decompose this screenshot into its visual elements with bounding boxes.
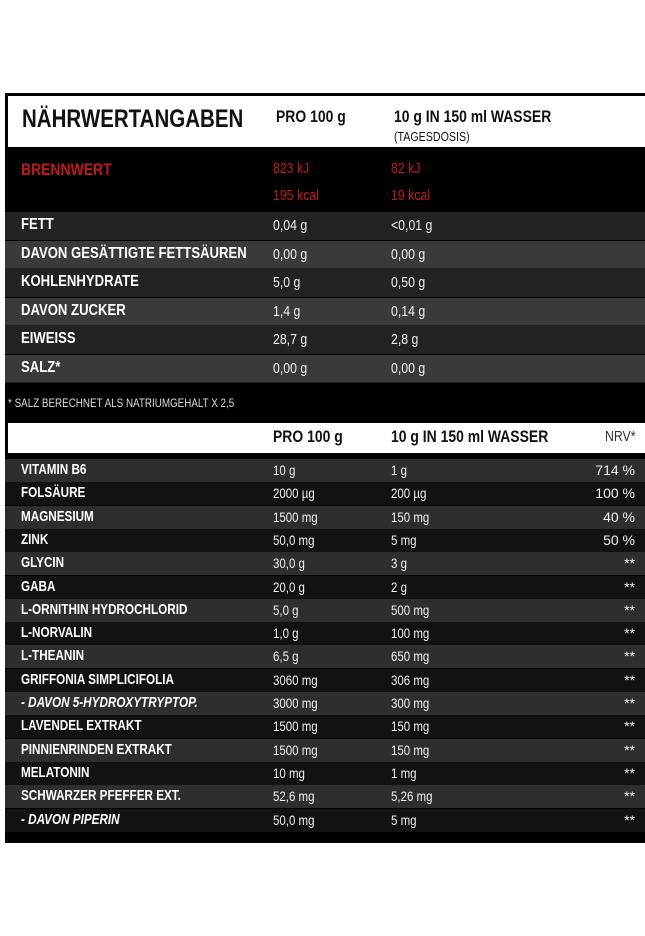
nutrition-header: [5, 93, 645, 147]
ingredient-per100: 1500 mg: [273, 508, 318, 525]
nutrient-dose: 0,14 g: [391, 302, 426, 320]
ingredient-per100: 1,0 g: [273, 625, 299, 642]
ingredient-name: - DAVON 5-HYDROXYTRYPTOP.: [21, 694, 198, 711]
nutrient-row: [5, 355, 645, 383]
ingredient-per100: 20,0 g: [273, 578, 305, 595]
ingredient-per100: 50,0 mg: [273, 531, 315, 548]
ingredient-name: L-ORNITHIN HYDROCHLORID: [21, 600, 188, 618]
nutrient-row: [5, 241, 645, 269]
ingredient-per100: 1500 mg: [273, 741, 318, 758]
ingredient-dose: 300 mg: [391, 695, 430, 711]
nutrient-name: DAVON ZUCKER: [21, 301, 126, 319]
ingredient-nrv: **: [624, 695, 635, 711]
nutrient-per100: 0,00 g: [273, 245, 308, 263]
nutrient-dose: 0,00 g: [391, 245, 426, 263]
nutrient-name: FETT: [21, 216, 54, 233]
ingredient-row: [5, 506, 645, 529]
ingredient-name: LAVENDEL EXTRAKT: [21, 717, 142, 735]
nutrient-per100: 5,0 g: [273, 274, 301, 291]
ingredient-name: L-NORVALIN: [21, 624, 93, 642]
ingredient-name: GRIFFONIA SIMPLICIFOLIA: [21, 670, 174, 688]
header2-per100: PRO 100 g: [273, 427, 343, 446]
ingredient-dose: 306 mg: [391, 671, 430, 688]
ingredient-name: MELATONIN: [21, 763, 90, 781]
ingredient-per100: 3060 mg: [273, 671, 318, 688]
ingredient-per100: 2000 µg: [273, 485, 315, 502]
ingredient-per100: 30,0 g: [273, 555, 305, 572]
nutrient-row: [5, 212, 645, 240]
ingredient-dose: 1 g: [391, 462, 407, 478]
ingredient-per100: 6,5 g: [273, 648, 299, 665]
ingredient-nrv: **: [624, 578, 635, 595]
energy-dose-kj: 82 kJ: [391, 160, 421, 177]
ingredient-per100: 1500 mg: [273, 718, 318, 735]
nutrient-dose: 0,50 g: [391, 274, 426, 291]
ingredient-row: [5, 809, 645, 832]
ingredient-row: [5, 622, 645, 645]
energy-label: BRENNWERT: [21, 160, 112, 179]
ingredient-dose: 150 mg: [391, 508, 430, 525]
ingredient-name: GABA: [21, 577, 56, 595]
nutrient-dose: 0,00 g: [391, 359, 426, 377]
ingredient-row: [5, 785, 645, 808]
ingredient-name: SCHWARZER PFEFFER EXT.: [21, 787, 181, 805]
ingredient-nrv: **: [624, 718, 635, 735]
ingredient-dose: 100 mg: [391, 625, 430, 642]
header-dose-sub: (TAGESDOSIS): [394, 129, 470, 144]
ingredient-name: VITAMIN B6: [21, 461, 87, 478]
ingredient-name: MAGNESIUM: [21, 507, 94, 525]
ingredient-name: - DAVON PIPERIN: [21, 810, 120, 828]
ingredient-nrv: 50 %: [603, 531, 635, 548]
ingredient-name: GLYCIN: [21, 554, 65, 572]
ingredient-per100: 10 g: [273, 462, 296, 478]
nutrient-per100: 0,00 g: [273, 359, 308, 377]
nutrient-dose: <0,01 g: [391, 217, 433, 234]
ingredient-row: [5, 645, 645, 668]
ingredient-dose: 500 mg: [391, 601, 430, 618]
ingredient-nrv: 40 %: [603, 508, 635, 525]
ingredient-dose: 150 mg: [391, 718, 430, 735]
energy-per100-kj: 823 kJ: [273, 160, 310, 177]
nutrient-name: DAVON GESÄTTIGTE FETTSÄUREN: [21, 244, 247, 262]
ingredient-per100: 3000 mg: [273, 695, 318, 711]
ingredient-row: [5, 552, 645, 575]
ingredient-row: [5, 669, 645, 692]
ingredient-dose: 5 mg: [391, 531, 417, 548]
header2-nrv: NRV*: [605, 428, 636, 445]
energy-row: [5, 147, 645, 211]
header-dose: 10 g IN 150 ml WASSER: [394, 107, 552, 126]
nutrient-per100: 28,7 g: [273, 331, 308, 348]
nutrient-row: [5, 269, 645, 297]
ingredient-row: [5, 576, 645, 599]
ingredient-row: [5, 739, 645, 762]
ingredient-per100: 10 mg: [273, 764, 305, 781]
ingredient-nrv: **: [624, 555, 635, 572]
ingredient-nrv: **: [624, 764, 635, 781]
salt-footnote: * SALZ BERECHNET ALS NATRIUMGEHALT X 2,5: [8, 396, 235, 410]
ingredient-nrv: **: [624, 788, 635, 805]
ingredient-row: [5, 459, 645, 482]
ingredient-dose: 3 g: [391, 555, 407, 572]
ingredient-row: [5, 692, 645, 715]
ingredient-dose: 650 mg: [391, 648, 430, 665]
ingredient-dose: 5 mg: [391, 811, 417, 828]
ingredient-name: FOLSÄURE: [21, 484, 86, 502]
ingredient-per100: 50,0 mg: [273, 811, 315, 828]
ingredient-nrv: **: [624, 625, 635, 642]
nutrition-title: NÄHRWERTANGABEN: [22, 105, 244, 133]
ingredient-per100: 5,0 g: [273, 601, 299, 618]
nutrient-name: KOHLENHYDRATE: [21, 273, 139, 290]
nutrient-per100: 1,4 g: [273, 302, 301, 320]
nutrient-name: EIWEISS: [21, 330, 76, 347]
nutrient-per100: 0,04 g: [273, 217, 308, 234]
ingredient-nrv: **: [624, 648, 635, 665]
ingredient-row: [5, 715, 645, 738]
ingredient-per100: 52,6 mg: [273, 788, 315, 805]
ingredient-row: [5, 762, 645, 785]
nutrient-row: [5, 298, 645, 326]
energy-dose-kcal: 19 kcal: [391, 187, 430, 204]
ingredient-nrv: **: [624, 601, 635, 618]
header-per100: PRO 100 g: [276, 107, 346, 126]
ingredient-nrv: **: [624, 671, 635, 688]
nutrient-name: SALZ*: [21, 358, 61, 376]
ingredient-dose: 2 g: [391, 578, 407, 595]
ingredient-dose: 1 mg: [391, 764, 417, 781]
ingredient-name: ZINK: [21, 530, 49, 548]
ingredient-dose: 5,26 mg: [391, 788, 433, 805]
energy-per100-kcal: 195 kcal: [273, 187, 319, 204]
header2-dose: 10 g IN 150 ml WASSER: [391, 427, 549, 446]
nutrient-row: [5, 326, 645, 354]
ingredient-row: [5, 482, 645, 505]
ingredient-row: [5, 599, 645, 622]
ingredient-row: [5, 529, 645, 552]
ingredient-dose: 200 µg: [391, 485, 427, 502]
ingredient-nrv: **: [624, 741, 635, 758]
ingredient-dose: 150 mg: [391, 741, 430, 758]
ingredient-header: [5, 423, 645, 453]
ingredient-name: PINNIENRINDEN EXTRAKT: [21, 740, 172, 758]
ingredient-nrv: 100 %: [595, 485, 635, 502]
ingredient-name: L-THEANIN: [21, 647, 85, 665]
ingredient-nrv: **: [624, 811, 635, 828]
nutrient-dose: 2,8 g: [391, 331, 419, 348]
ingredient-nrv: 714 %: [595, 462, 635, 478]
